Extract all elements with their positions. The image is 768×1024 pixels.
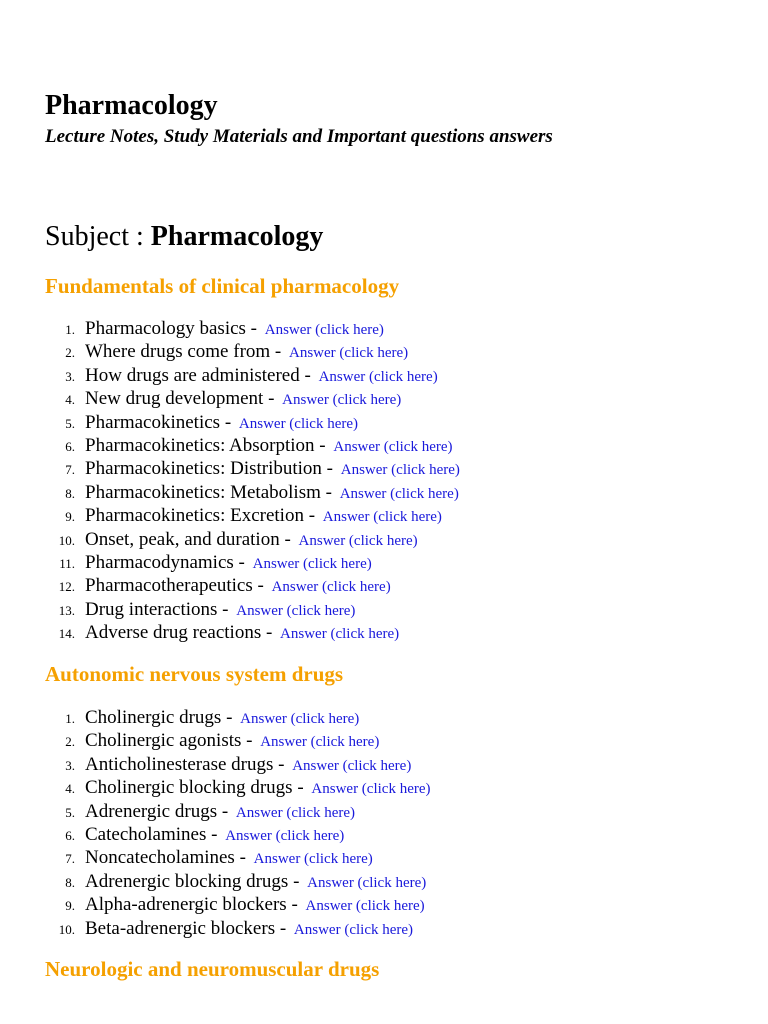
list-number: 5. bbox=[65, 804, 75, 820]
topic-label: Drug interactions - bbox=[85, 598, 234, 620]
topic-label: Pharmacokinetics - bbox=[85, 411, 236, 433]
answer-link[interactable]: Answer (click here) bbox=[225, 827, 345, 844]
topic-text bbox=[85, 387, 401, 412]
topic-label: Anticholinesterase drugs - bbox=[85, 753, 290, 775]
list-number: 2. bbox=[65, 345, 75, 361]
topic-label: Where drugs come from - bbox=[85, 341, 287, 363]
list-number: 10. bbox=[58, 532, 75, 548]
topic-label: Noncatecholamines - bbox=[85, 847, 251, 869]
topic-text bbox=[85, 870, 426, 895]
topic-text bbox=[85, 917, 413, 942]
answer-link[interactable]: Answer (click here) bbox=[292, 757, 412, 774]
answer-link[interactable]: Answer (click here) bbox=[339, 485, 459, 502]
list-number: 7. bbox=[65, 851, 75, 867]
answer-link[interactable]: Answer (click here) bbox=[271, 579, 391, 596]
topic-text bbox=[85, 621, 399, 646]
answer-link[interactable]: Answer (click here) bbox=[240, 711, 360, 727]
list-number: 6. bbox=[65, 827, 75, 843]
topic-label: Cholinergic agonists - bbox=[85, 730, 258, 752]
page-subtitle: Lecture Notes, Study Materials and Important questions answers bbox=[45, 126, 553, 147]
list-number: 1. bbox=[65, 711, 75, 726]
list-number: 10. bbox=[58, 921, 75, 937]
list-number: 14. bbox=[58, 626, 75, 642]
answer-link[interactable]: Answer (click here) bbox=[252, 555, 372, 572]
topic-label: Adrenergic drugs - bbox=[85, 800, 233, 822]
topic-label: Pharmacotherapeutics - bbox=[85, 575, 269, 597]
list-number: 4. bbox=[65, 392, 75, 408]
topic-text bbox=[85, 753, 411, 778]
topic-label: Pharmacokinetics: Distribution - bbox=[85, 458, 338, 480]
topic-label: Pharmacokinetics: Metabolism - bbox=[85, 481, 337, 503]
topic-label: Cholinergic drugs - bbox=[85, 707, 238, 728]
topic-label: Pharmacokinetics: Absorption - bbox=[85, 434, 331, 456]
list-number: 2. bbox=[65, 734, 75, 750]
topic-text bbox=[85, 729, 379, 754]
topic-text bbox=[85, 598, 355, 623]
answer-link[interactable]: Answer (click here) bbox=[238, 415, 359, 432]
topic-text bbox=[85, 317, 384, 342]
answer-link[interactable]: Answer (click here) bbox=[280, 626, 400, 643]
topic-label: Pharmacology basics - bbox=[85, 318, 262, 339]
topic-text bbox=[85, 340, 408, 365]
topic-label: Alpha-adrenergic blockers - bbox=[85, 894, 303, 916]
section-heading-neurologic: Neurologic and neuromuscular drugs bbox=[45, 957, 380, 981]
answer-link[interactable]: Answer (click here) bbox=[305, 898, 425, 915]
list-number: 7. bbox=[65, 462, 75, 478]
topic-text bbox=[85, 574, 391, 599]
topic-text bbox=[85, 434, 453, 459]
topic-label: Onset, peak, and duration - bbox=[85, 528, 296, 550]
answer-link[interactable]: Answer (click here) bbox=[282, 392, 402, 409]
topic-label: Adrenergic blocking drugs - bbox=[85, 870, 305, 892]
list-number: 9. bbox=[65, 509, 75, 525]
page-title: Pharmacology bbox=[45, 90, 218, 121]
list-number: 3. bbox=[65, 368, 75, 384]
list-number: 13. bbox=[58, 602, 75, 618]
topic-text bbox=[85, 823, 344, 848]
answer-link[interactable]: Answer (click here) bbox=[307, 874, 427, 891]
topic-label: Catecholamines - bbox=[85, 823, 223, 845]
topic-text bbox=[85, 776, 431, 801]
topic-text bbox=[85, 504, 442, 529]
topic-text bbox=[85, 364, 438, 389]
list-number: 8. bbox=[65, 874, 75, 890]
list-number: 8. bbox=[65, 485, 75, 501]
answer-link[interactable]: Answer (click here) bbox=[340, 462, 460, 479]
topic-label: Pharmacokinetics: Excretion - bbox=[85, 505, 320, 527]
topic-label: How drugs are administered - bbox=[85, 364, 316, 386]
answer-link[interactable]: Answer (click here) bbox=[260, 734, 380, 751]
topic-text bbox=[85, 706, 359, 731]
topic-label: Cholinergic blocking drugs - bbox=[85, 777, 309, 799]
section-heading-autonomic: Autonomic nervous system drugs bbox=[45, 662, 344, 686]
section-heading-fundamentals: Fundamentals of clinical pharmacology bbox=[45, 274, 400, 298]
list-number: 4. bbox=[65, 781, 75, 797]
list-number: 12. bbox=[58, 579, 75, 595]
answer-link[interactable]: Answer (click here) bbox=[264, 322, 384, 338]
answer-link[interactable]: Answer (click here) bbox=[298, 532, 418, 549]
topic-text bbox=[85, 846, 373, 871]
answer-link[interactable]: Answer (click here) bbox=[333, 438, 453, 455]
subject-name: Pharmacology bbox=[150, 221, 324, 252]
answer-link[interactable]: Answer (click here) bbox=[289, 345, 409, 362]
topic-text bbox=[85, 481, 459, 506]
topic-text bbox=[85, 528, 418, 553]
topic-label: Beta-adrenergic blockers - bbox=[85, 917, 291, 939]
topic-text bbox=[85, 551, 372, 576]
list-number: 11. bbox=[59, 555, 75, 571]
list-number: 3. bbox=[65, 757, 75, 773]
answer-link[interactable]: Answer (click here) bbox=[322, 509, 442, 526]
list-number: 1. bbox=[65, 322, 75, 337]
subject-prefix: Subject : bbox=[45, 221, 151, 252]
answer-link[interactable]: Answer (click here) bbox=[318, 368, 438, 385]
answer-link[interactable]: Answer (click here) bbox=[253, 851, 373, 868]
topic-text bbox=[85, 411, 358, 436]
topic-label: Pharmacodynamics - bbox=[85, 551, 250, 573]
answer-link[interactable]: Answer (click here) bbox=[311, 781, 431, 798]
list-number: 6. bbox=[65, 438, 75, 454]
topic-text bbox=[85, 457, 460, 482]
topic-text bbox=[85, 893, 425, 918]
topic-text bbox=[85, 800, 355, 825]
topic-label: Adverse drug reactions - bbox=[85, 622, 278, 644]
answer-link[interactable]: Answer (click here) bbox=[236, 602, 356, 619]
list-number: 9. bbox=[65, 898, 75, 914]
list-number: 5. bbox=[65, 415, 75, 431]
subject-heading bbox=[45, 219, 323, 255]
answer-link[interactable]: Answer (click here) bbox=[293, 921, 414, 938]
topic-label: New drug development - bbox=[85, 388, 280, 410]
answer-link[interactable]: Answer (click here) bbox=[235, 804, 356, 821]
